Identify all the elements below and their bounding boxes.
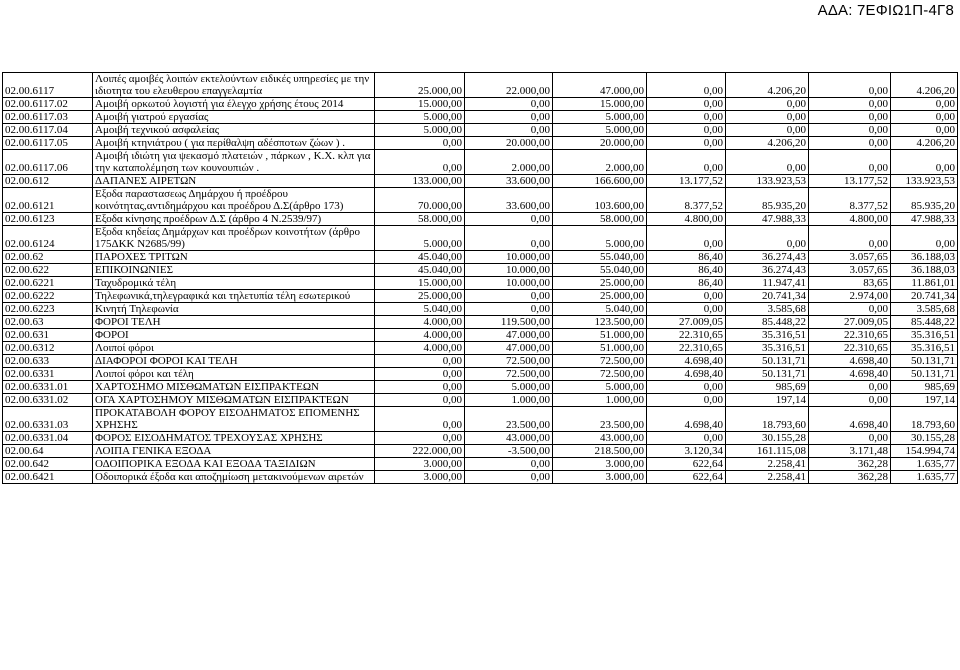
account-code: 02.00.6331.02 [3, 394, 93, 407]
amount-cell: 13.177,52 [809, 175, 891, 188]
amount-cell: 11.861,01 [891, 277, 958, 290]
amount-cell: 4.698,40 [809, 407, 891, 432]
amount-cell: 0,00 [891, 150, 958, 175]
amount-cell: 5.040,00 [375, 303, 465, 316]
amount-cell: 85.448,22 [891, 316, 958, 329]
amount-cell: 55.040,00 [553, 251, 647, 264]
amount-cell: 154.994,74 [891, 445, 958, 458]
amount-cell: 10.000,00 [465, 251, 553, 264]
account-description: ΛΟΙΠΑ ΓΕΝΙΚΑ ΕΞΟΔΑ [93, 445, 375, 458]
amount-cell: 4.000,00 [375, 342, 465, 355]
amount-cell: 3.057,65 [809, 264, 891, 277]
amount-cell: 15.000,00 [375, 277, 465, 290]
account-description: ΠΑΡΟΧΕΣ ΤΡΙΤΩΝ [93, 251, 375, 264]
amount-cell: 0,00 [809, 98, 891, 111]
amount-cell: 33.600,00 [465, 175, 553, 188]
account-code: 02.00.6124 [3, 226, 93, 251]
amount-cell: 4.698,40 [647, 368, 726, 381]
amount-cell: 2.258,41 [726, 458, 809, 471]
amount-cell: 72.500,00 [465, 368, 553, 381]
amount-cell: 133.000,00 [375, 175, 465, 188]
amount-cell: 5.000,00 [375, 124, 465, 137]
amount-cell: 10.000,00 [465, 264, 553, 277]
amount-cell: 5.000,00 [375, 111, 465, 124]
amount-cell: 23.500,00 [465, 407, 553, 432]
account-description: Οδοιπορικά έξοδα και αποζημίωση μετακινούμενων αιρετών [93, 471, 375, 484]
amount-cell: 5.000,00 [465, 381, 553, 394]
account-description: ΦΟΡΟΙ ΤΕΛΗ [93, 316, 375, 329]
amount-cell: 86,40 [647, 264, 726, 277]
account-description: ΕΠΙΚΟΙΝΩΝΙΕΣ [93, 264, 375, 277]
account-code: 02.00.64 [3, 445, 93, 458]
amount-cell: 55.040,00 [553, 264, 647, 277]
amount-cell: 4.206,20 [726, 73, 809, 98]
amount-cell: 50.131,71 [726, 368, 809, 381]
amount-cell: 4.800,00 [647, 213, 726, 226]
amount-cell: 35.316,51 [726, 342, 809, 355]
account-code: 02.00.6331.03 [3, 407, 93, 432]
amount-cell: 0,00 [809, 394, 891, 407]
amount-cell: 622,64 [647, 471, 726, 484]
account-code: 02.00.6222 [3, 290, 93, 303]
amount-cell: 35.316,51 [891, 342, 958, 355]
account-description: Λοιπές αμοιβές λοιπών εκτελούντων ειδικές υπηρεσίες με την ιδιοτητα του ελευθερου επαγγελαμτία [93, 73, 375, 98]
amount-cell: 133.923,53 [891, 175, 958, 188]
amount-cell: 1.000,00 [553, 394, 647, 407]
account-description: Αμοιβή ορκωτού λογιστή για έλεγχο χρήσης έτους 2014 [93, 98, 375, 111]
amount-cell: 123.500,00 [553, 316, 647, 329]
amount-cell: 50.131,71 [891, 368, 958, 381]
amount-cell: 4.206,20 [726, 137, 809, 150]
account-code: 02.00.6121 [3, 188, 93, 213]
amount-cell: 10.000,00 [465, 277, 553, 290]
amount-cell: 0,00 [647, 150, 726, 175]
amount-cell: 362,28 [809, 458, 891, 471]
amount-cell: 2.974,00 [809, 290, 891, 303]
amount-cell: 45.040,00 [375, 264, 465, 277]
amount-cell: 0,00 [647, 124, 726, 137]
account-code: 02.00.6117.06 [3, 150, 93, 175]
table-row [3, 277, 958, 290]
amount-cell: 30.155,28 [891, 432, 958, 445]
amount-cell: 0,00 [465, 226, 553, 251]
table-row [3, 264, 958, 277]
amount-cell: 11.947,41 [726, 277, 809, 290]
amount-cell: 3.120,34 [647, 445, 726, 458]
amount-cell: 0,00 [375, 368, 465, 381]
amount-cell: 47.000,00 [465, 329, 553, 342]
amount-cell: 20.000,00 [465, 137, 553, 150]
table-row [3, 458, 958, 471]
amount-cell: 47.000,00 [553, 73, 647, 98]
amount-cell: 0,00 [809, 226, 891, 251]
amount-cell: 3.000,00 [553, 471, 647, 484]
account-description: Ταχυδρομικά τέλη [93, 277, 375, 290]
amount-cell: 47.000,00 [465, 342, 553, 355]
amount-cell: 58.000,00 [553, 213, 647, 226]
amount-cell: 0,00 [647, 137, 726, 150]
amount-cell: 20.741,34 [726, 290, 809, 303]
amount-cell: 2.258,41 [726, 471, 809, 484]
amount-cell: 8.377,52 [809, 188, 891, 213]
account-code: 02.00.6421 [3, 471, 93, 484]
amount-cell: 58.000,00 [375, 213, 465, 226]
amount-cell: 47.988,33 [726, 213, 809, 226]
amount-cell: 25.000,00 [553, 277, 647, 290]
amount-cell: 3.171,48 [809, 445, 891, 458]
amount-cell: 72.500,00 [553, 368, 647, 381]
amount-cell: 0,00 [375, 355, 465, 368]
amount-cell: 22.310,65 [809, 342, 891, 355]
amount-cell: 4.698,40 [647, 355, 726, 368]
account-description: Λοιποί φόροι και τέλη [93, 368, 375, 381]
amount-cell: 3.000,00 [375, 458, 465, 471]
amount-cell: 22.310,65 [809, 329, 891, 342]
amount-cell: 197,14 [891, 394, 958, 407]
table-row [3, 407, 958, 432]
amount-cell: 50.131,71 [726, 355, 809, 368]
amount-cell: 0,00 [375, 137, 465, 150]
amount-cell: 3.057,65 [809, 251, 891, 264]
account-description: ΟΓΑ ΧΑΡΤΟΣΗΜΟΥ ΜΙΣΘΩΜΑΤΩΝ ΕΙΣΠΡΑΚΤΕΩΝ [93, 394, 375, 407]
amount-cell: 5.000,00 [375, 226, 465, 251]
amount-cell: 119.500,00 [465, 316, 553, 329]
amount-cell: 0,00 [726, 226, 809, 251]
amount-cell: 22.310,65 [647, 342, 726, 355]
table-row [3, 290, 958, 303]
amount-cell: 197,14 [726, 394, 809, 407]
amount-cell: 0,00 [647, 394, 726, 407]
amount-cell: 4.000,00 [375, 316, 465, 329]
amount-cell: 0,00 [891, 98, 958, 111]
amount-cell: 0,00 [726, 150, 809, 175]
amount-cell: 0,00 [465, 303, 553, 316]
table-row [3, 111, 958, 124]
amount-cell: 0,00 [809, 150, 891, 175]
account-description: ΟΔΟΙΠΟΡΙΚΑ ΕΞΟΔΑ ΚΑΙ ΕΞΟΔΑ ΤΑΞΙΔΙΩΝ [93, 458, 375, 471]
table-row [3, 251, 958, 264]
amount-cell: 35.316,51 [726, 329, 809, 342]
amount-cell: 15.000,00 [375, 98, 465, 111]
account-code: 02.00.62 [3, 251, 93, 264]
amount-cell: 133.923,53 [726, 175, 809, 188]
account-code: 02.00.6331 [3, 368, 93, 381]
amount-cell: 1.000,00 [465, 394, 553, 407]
amount-cell: 4.698,40 [809, 355, 891, 368]
amount-cell: 0,00 [726, 98, 809, 111]
amount-cell: 83,65 [809, 277, 891, 290]
amount-cell: 27.009,05 [647, 316, 726, 329]
account-description: ΠΡΟΚΑΤΑΒΟΛΗ ΦΟΡΟΥ ΕΙΣΟΔΗΜΑΤΟΣ ΕΠΟΜΕΝΗΣ ΧΡΗΣΗΣ [93, 407, 375, 432]
budget-table [2, 72, 958, 484]
amount-cell: 36.188,03 [891, 251, 958, 264]
amount-cell: 0,00 [891, 124, 958, 137]
amount-cell: 72.500,00 [553, 355, 647, 368]
amount-cell: 0,00 [809, 73, 891, 98]
account-code: 02.00.6331.01 [3, 381, 93, 394]
amount-cell: 4.206,20 [891, 73, 958, 98]
table-row [3, 124, 958, 137]
amount-cell: 51.000,00 [553, 342, 647, 355]
amount-cell: 30.155,28 [726, 432, 809, 445]
table-row [3, 368, 958, 381]
amount-cell: 0,00 [647, 73, 726, 98]
amount-cell: 25.000,00 [375, 290, 465, 303]
amount-cell: 0,00 [465, 471, 553, 484]
amount-cell: 36.274,43 [726, 264, 809, 277]
amount-cell: 0,00 [647, 381, 726, 394]
amount-cell: 72.500,00 [465, 355, 553, 368]
table-row [3, 150, 958, 175]
account-description: Αμοιβή γιατρού εργασίας [93, 111, 375, 124]
account-description: Κινητή Τηλεφωνία [93, 303, 375, 316]
amount-cell: 25.000,00 [553, 290, 647, 303]
amount-cell: 0,00 [647, 111, 726, 124]
amount-cell: 3.585,68 [891, 303, 958, 316]
table-row [3, 303, 958, 316]
table-row [3, 188, 958, 213]
amount-cell: 36.188,03 [891, 264, 958, 277]
amount-cell: 166.600,00 [553, 175, 647, 188]
amount-cell: 0,00 [647, 290, 726, 303]
amount-cell: 0,00 [891, 226, 958, 251]
amount-cell: 4.206,20 [891, 137, 958, 150]
amount-cell: 85.935,20 [726, 188, 809, 213]
account-description: Λοιποί φόροι [93, 342, 375, 355]
amount-cell: 22.310,65 [647, 329, 726, 342]
table-row [3, 394, 958, 407]
amount-cell: 5.040,00 [553, 303, 647, 316]
amount-cell: 50.131,71 [891, 355, 958, 368]
amount-cell: 86,40 [647, 277, 726, 290]
amount-cell: 985,69 [891, 381, 958, 394]
amount-cell: -3.500,00 [465, 445, 553, 458]
amount-cell: 362,28 [809, 471, 891, 484]
amount-cell: 18.793,60 [891, 407, 958, 432]
amount-cell: 0,00 [375, 407, 465, 432]
amount-cell: 1.635,77 [891, 458, 958, 471]
account-code: 02.00.622 [3, 264, 93, 277]
amount-cell: 0,00 [809, 111, 891, 124]
amount-cell: 0,00 [375, 394, 465, 407]
table-row [3, 329, 958, 342]
table-row [3, 316, 958, 329]
amount-cell: 622,64 [647, 458, 726, 471]
table-row [3, 175, 958, 188]
account-description: Εξοδα κίνησης προέδρων Δ.Σ (άρθρο 4 Ν.2539/97) [93, 213, 375, 226]
amount-cell: 222.000,00 [375, 445, 465, 458]
account-description: Αμοιβή ιδιώτη για ψεκασμό πλατειών , πάρκων , Κ.Χ. κλπ για την καταπολέμηση των κουνουπιών . [93, 150, 375, 175]
amount-cell: 3.585,68 [726, 303, 809, 316]
amount-cell: 45.040,00 [375, 251, 465, 264]
amount-cell: 35.316,51 [891, 329, 958, 342]
account-description: Αμοιβή κτηνιάτρου ( για περίθαλψη αδέσποτων ζώων ) . [93, 137, 375, 150]
table-row [3, 137, 958, 150]
account-code: 02.00.642 [3, 458, 93, 471]
amount-cell: 22.000,00 [465, 73, 553, 98]
table-row [3, 445, 958, 458]
account-code: 02.00.6223 [3, 303, 93, 316]
amount-cell: 985,69 [726, 381, 809, 394]
table-row [3, 98, 958, 111]
amount-cell: 23.500,00 [553, 407, 647, 432]
table-row [3, 355, 958, 368]
table-row [3, 213, 958, 226]
amount-cell: 70.000,00 [375, 188, 465, 213]
account-description: ΦΟΡΟΣ ΕΙΣΟΔΗΜΑΤΟΣ ΤΡΕΧΟΥΣΑΣ ΧΡΗΣΗΣ [93, 432, 375, 445]
amount-cell: 13.177,52 [647, 175, 726, 188]
amount-cell: 2.000,00 [553, 150, 647, 175]
amount-cell: 0,00 [726, 111, 809, 124]
account-description: Εξοδα κηδείας Δημάρχων και προέδρων κοινοτήτων (άρθρο 175ΔΚΚ Ν2685/99) [93, 226, 375, 251]
account-code: 02.00.6117.02 [3, 98, 93, 111]
account-code: 02.00.6312 [3, 342, 93, 355]
table-row [3, 381, 958, 394]
amount-cell: 0,00 [647, 432, 726, 445]
table-row [3, 471, 958, 484]
account-code: 02.00.6117.03 [3, 111, 93, 124]
account-description: Τηλεφωνικά,τηλεγραφικά και τηλετυπία τέλη εσωτερικού [93, 290, 375, 303]
amount-cell: 5.000,00 [553, 111, 647, 124]
amount-cell: 85.935,20 [891, 188, 958, 213]
amount-cell: 18.793,60 [726, 407, 809, 432]
account-description: ΔΙΑΦΟΡΟΙ ΦΟΡΟΙ ΚΑΙ ΤΕΛΗ [93, 355, 375, 368]
amount-cell: 0,00 [465, 111, 553, 124]
amount-cell: 4.698,40 [647, 407, 726, 432]
amount-cell: 20.741,34 [891, 290, 958, 303]
amount-cell: 0,00 [809, 137, 891, 150]
amount-cell: 0,00 [465, 458, 553, 471]
amount-cell: 0,00 [465, 98, 553, 111]
amount-cell: 0,00 [465, 124, 553, 137]
ada-code: ΑΔΑ: 7ΕΦΙΩ1Π-4Γ8 [817, 2, 954, 19]
amount-cell: 3.000,00 [553, 458, 647, 471]
amount-cell: 1.635,77 [891, 471, 958, 484]
amount-cell: 8.377,52 [647, 188, 726, 213]
amount-cell: 36.274,43 [726, 251, 809, 264]
account-code: 02.00.6117.04 [3, 124, 93, 137]
amount-cell: 0,00 [726, 124, 809, 137]
amount-cell: 0,00 [809, 124, 891, 137]
account-description: Εξοδα παραστασεως Δημάρχου ή προέδρου κοινότητας,αντιδημάρχου και προέδρου Δ.Σ(άρθρο 173) [93, 188, 375, 213]
account-code: 02.00.633 [3, 355, 93, 368]
table-row [3, 226, 958, 251]
amount-cell: 85.448,22 [726, 316, 809, 329]
account-code: 02.00.631 [3, 329, 93, 342]
account-code: 02.00.612 [3, 175, 93, 188]
amount-cell: 43.000,00 [465, 432, 553, 445]
account-code: 02.00.6117 [3, 73, 93, 98]
amount-cell: 3.000,00 [375, 471, 465, 484]
amount-cell: 25.000,00 [375, 73, 465, 98]
table-row [3, 342, 958, 355]
amount-cell: 4.698,40 [809, 368, 891, 381]
amount-cell: 5.000,00 [553, 226, 647, 251]
account-code: 02.00.6221 [3, 277, 93, 290]
account-code: 02.00.6117.05 [3, 137, 93, 150]
amount-cell: 0,00 [647, 303, 726, 316]
amount-cell: 86,40 [647, 251, 726, 264]
account-code: 02.00.6123 [3, 213, 93, 226]
amount-cell: 0,00 [375, 432, 465, 445]
amount-cell: 43.000,00 [553, 432, 647, 445]
account-description: Αμοιβή τεχνικού ασφαλείας [93, 124, 375, 137]
amount-cell: 4.800,00 [809, 213, 891, 226]
amount-cell: 0,00 [647, 226, 726, 251]
amount-cell: 20.000,00 [553, 137, 647, 150]
amount-cell: 4.000,00 [375, 329, 465, 342]
amount-cell: 0,00 [809, 381, 891, 394]
amount-cell: 0,00 [465, 290, 553, 303]
amount-cell: 0,00 [465, 213, 553, 226]
amount-cell: 15.000,00 [553, 98, 647, 111]
amount-cell: 27.009,05 [809, 316, 891, 329]
amount-cell: 0,00 [809, 303, 891, 316]
amount-cell: 47.988,33 [891, 213, 958, 226]
amount-cell: 0,00 [647, 98, 726, 111]
account-code: 02.00.6331.04 [3, 432, 93, 445]
amount-cell: 0,00 [375, 381, 465, 394]
amount-cell: 161.115,08 [726, 445, 809, 458]
amount-cell: 5.000,00 [553, 381, 647, 394]
amount-cell: 51.000,00 [553, 329, 647, 342]
amount-cell: 0,00 [809, 432, 891, 445]
account-code: 02.00.63 [3, 316, 93, 329]
account-description: ΔΑΠΑΝΕΣ ΑΙΡΕΤΩΝ [93, 175, 375, 188]
amount-cell: 0,00 [375, 150, 465, 175]
amount-cell: 0,00 [891, 111, 958, 124]
amount-cell: 218.500,00 [553, 445, 647, 458]
account-description: ΦΟΡΟΙ [93, 329, 375, 342]
table-row [3, 432, 958, 445]
account-description: ΧΑΡΤΟΣΗΜΟ ΜΙΣΘΩΜΑΤΩΝ ΕΙΣΠΡΑΚΤΕΩΝ [93, 381, 375, 394]
amount-cell: 5.000,00 [553, 124, 647, 137]
table-row [3, 73, 958, 98]
amount-cell: 33.600,00 [465, 188, 553, 213]
amount-cell: 103.600,00 [553, 188, 647, 213]
amount-cell: 2.000,00 [465, 150, 553, 175]
